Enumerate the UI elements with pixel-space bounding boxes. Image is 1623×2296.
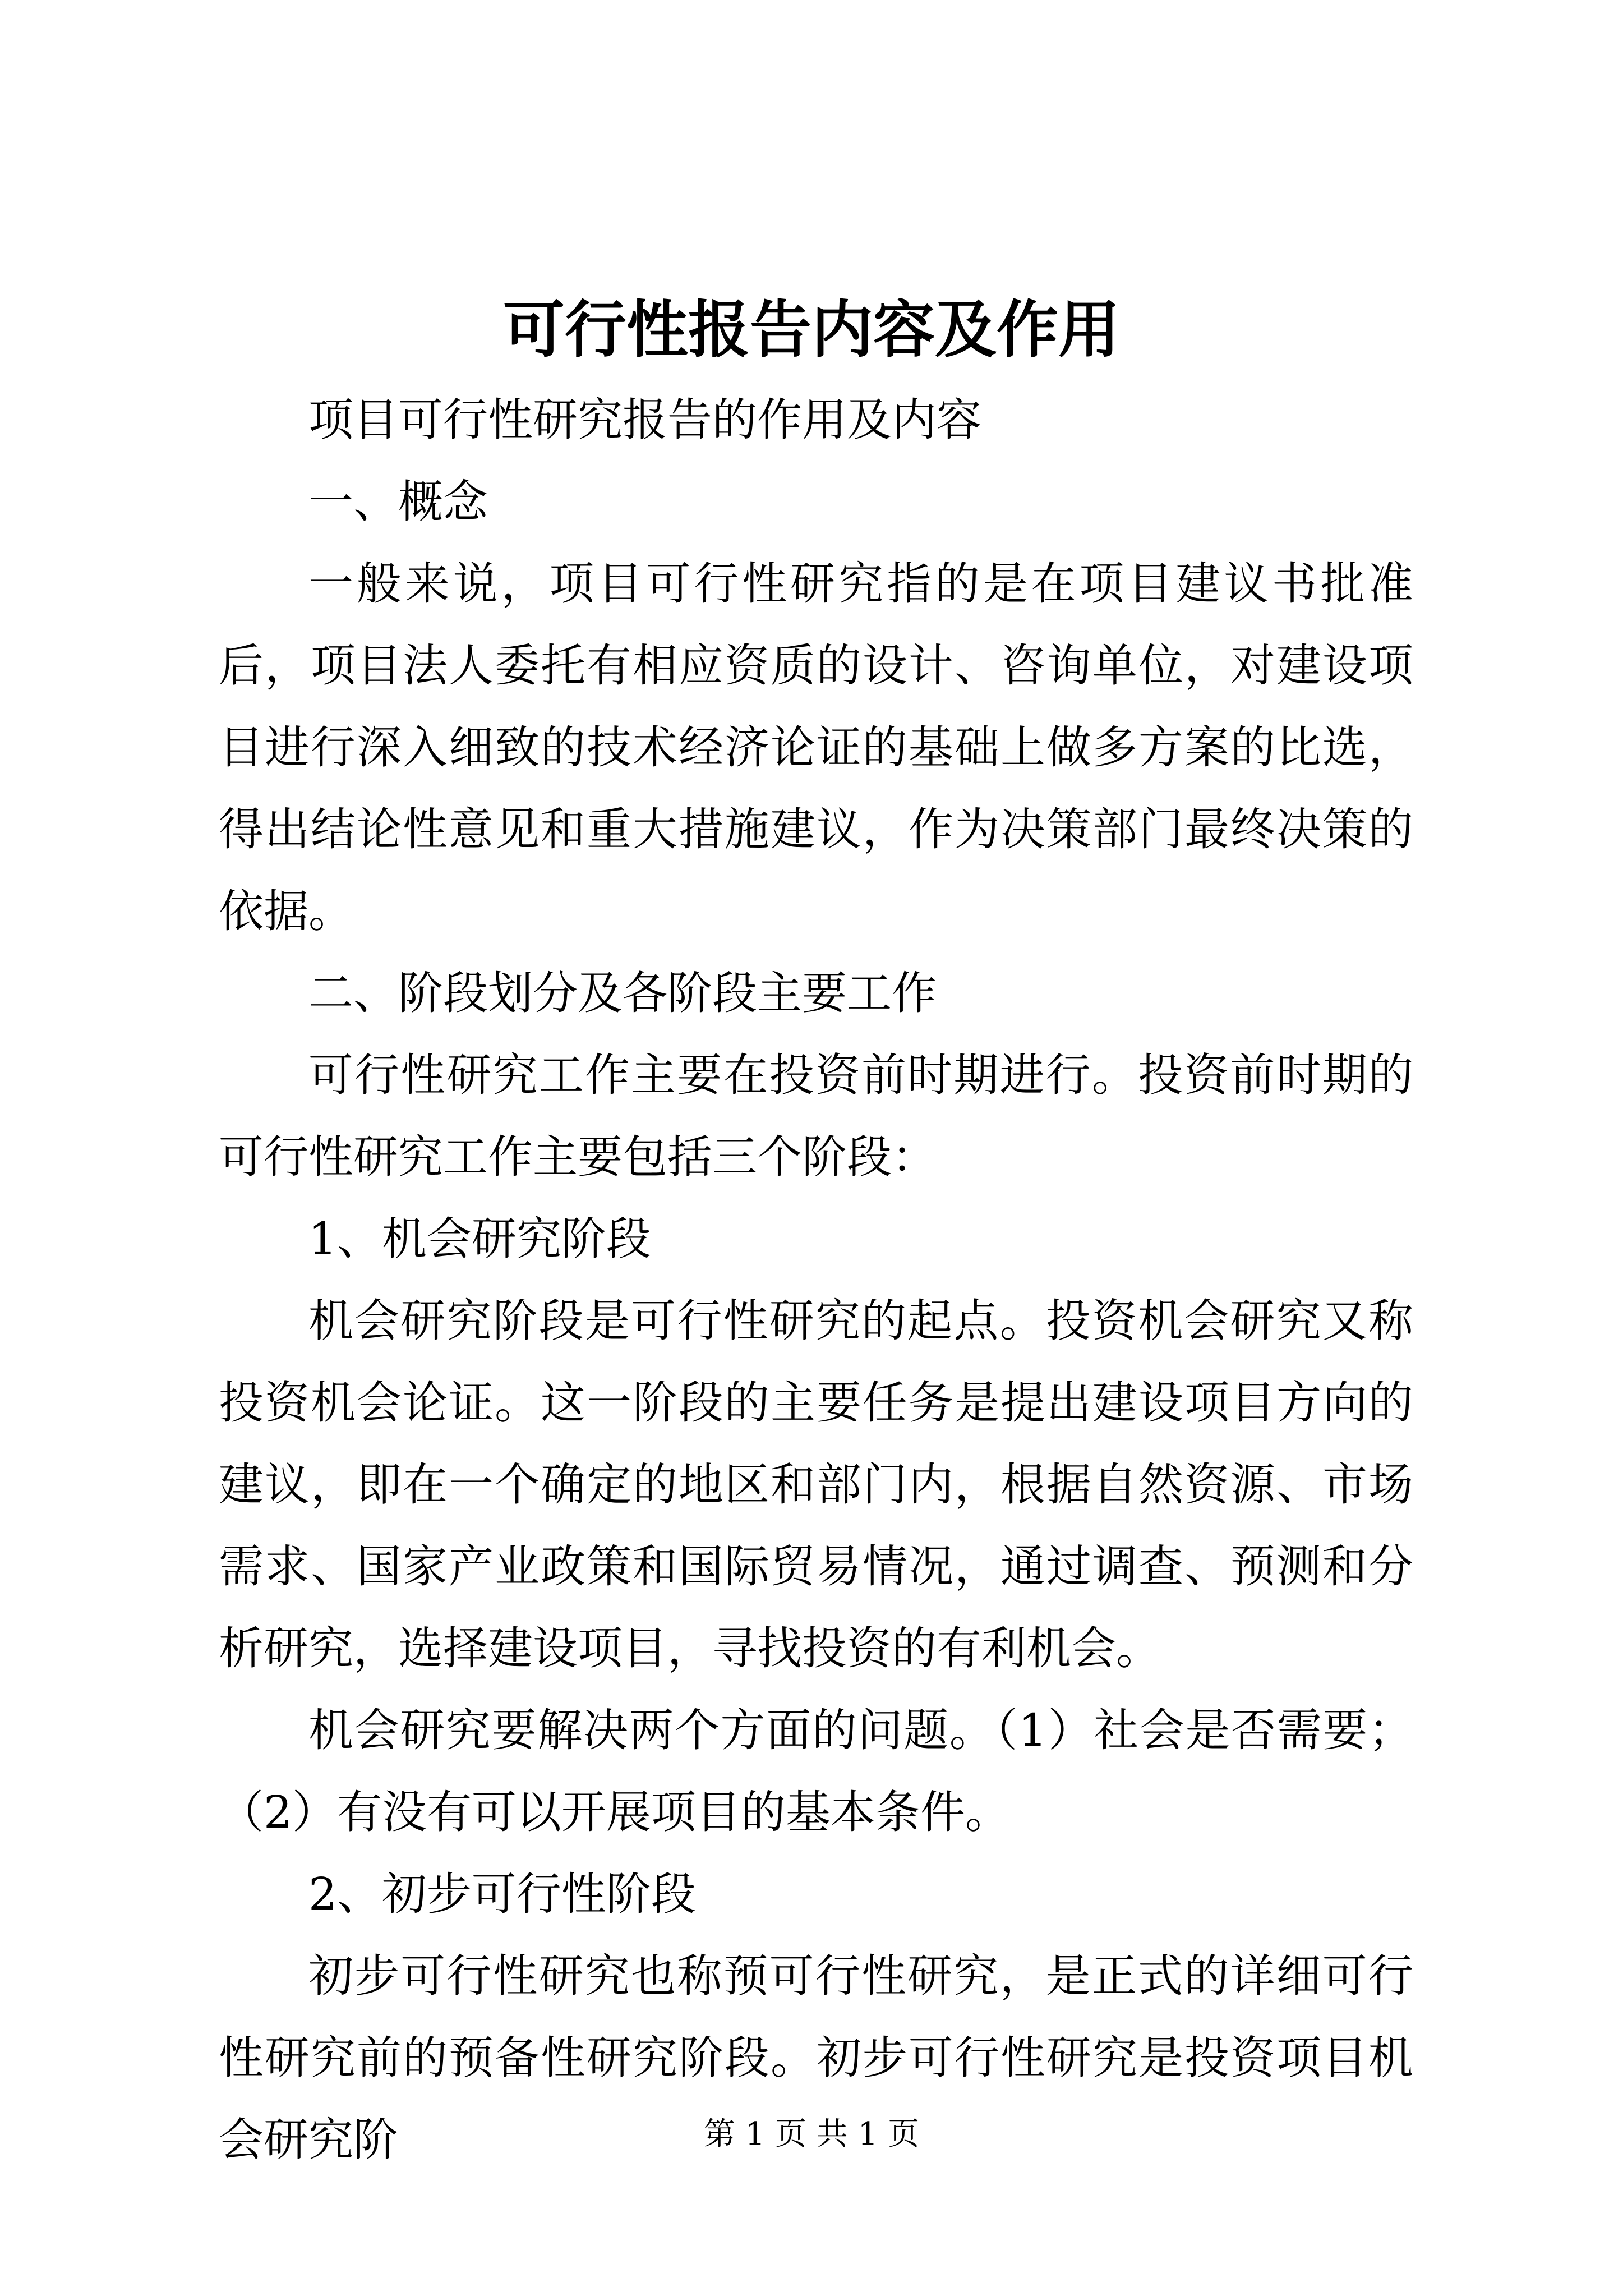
stages-intro-paragraph: 可行性研究工作主要在投资前时期进行。投资前时期的可行性研究工作主要包括三个阶段： <box>219 1049 1413 1183</box>
preliminary-feasibility-paragraph: 初步可行性研究也称预可行性研究，是正式的详细可行性研究前的预备性研究阶段。初步可行性研究是投资项目机会研究阶 <box>219 1950 1413 2166</box>
concept-paragraph: 一般来说，项目可行性研究指的是在项目建议书批准后，项目法人委托有相应资质的设计、咨询单位，对建设项目进行深入细致的技术经济论证的基础上做多方案的比选，得出结论性意见和重大措施建议，作为决策部门最终决策的依据。 <box>219 558 1413 937</box>
opportunity-study-paragraph: 机会研究阶段是可行性研究的起点。投资机会研究又称投资机会论证。这一阶段的主要任务是提出建设项目方向的建议，即在一个确定的地区和部门内，根据自然资源、市场需求、国家产业政策和国际贸易情况，通过调查、预测和分析研究，选择建设项目，寻找投资的有利机会。 <box>219 1295 1413 1674</box>
subtitle-paragraph: 项目可行性研究报告的作用及内容 <box>308 394 981 446</box>
section-heading-concept: 一、概念 <box>308 476 488 528</box>
subheading-opportunity-study: 1、机会研究阶段 <box>308 1213 651 1265</box>
section-heading-stages: 二、阶段划分及各阶段主要工作 <box>308 967 937 1019</box>
subheading-preliminary-feasibility: 2、初步可行性阶段 <box>308 1868 696 1920</box>
page-footer: 第 1 页 共 1 页 <box>703 2116 920 2152</box>
document-title: 可行性报告内容及作用 <box>503 293 1120 366</box>
document-body <box>219 379 1413 2181</box>
opportunity-questions-paragraph: 机会研究要解决两个方面的问题。（1）社会是否需要；（2）有没有可以开展项目的基本条件。 <box>219 1704 1413 1838</box>
